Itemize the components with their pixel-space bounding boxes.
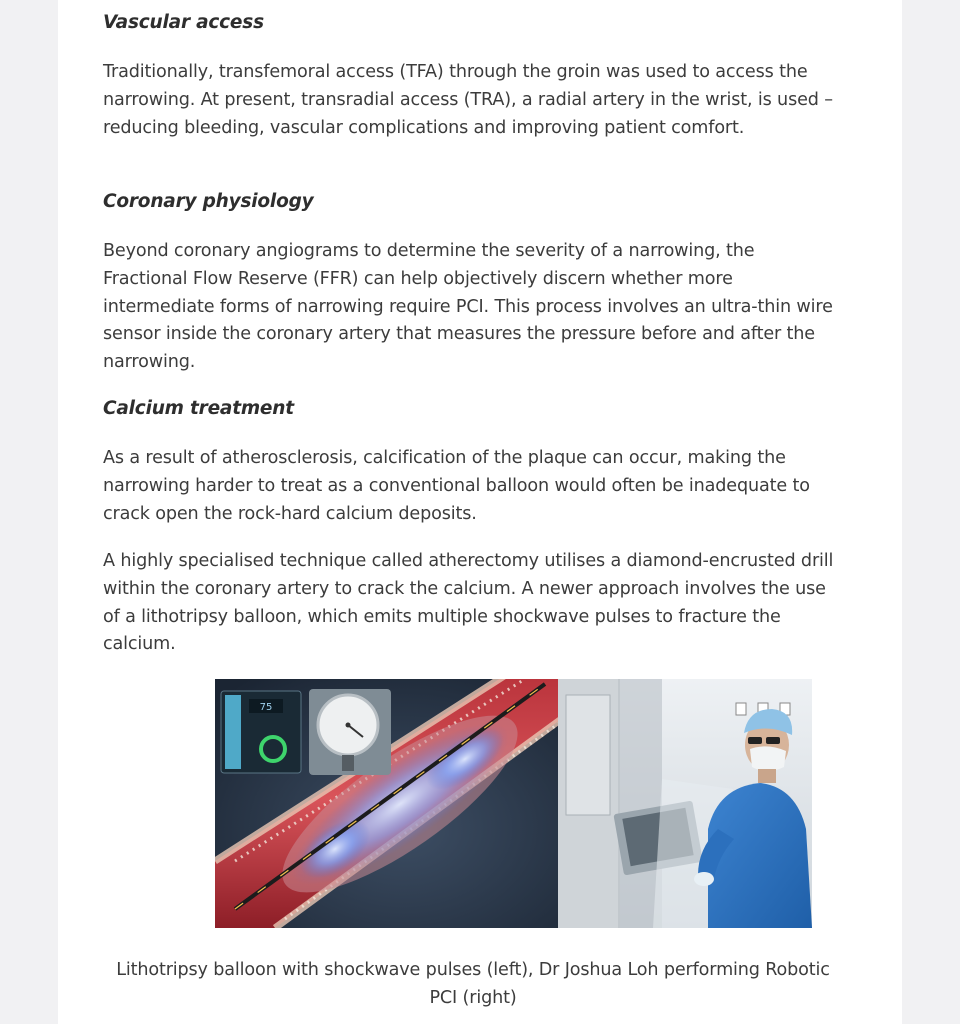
article-card bbox=[58, 0, 902, 1024]
paragraph-vascular-access: Traditionally, transfemoral access (TFA) through the groin was used to access the narrowing. At present, transradial access (TRA), a radial artery in the wrist, is used – reducing bleeding, vascular complications and improving patient comfort. bbox=[103, 62, 833, 138]
heading-vascular-access: Vascular access bbox=[103, 12, 264, 33]
paragraph-atherectomy: A highly specialised technique called atherectomy utilises a diamond-encrusted drill within the coronary artery to crack the calcium. A newer approach involves the use of a lithotripsy balloon, which emits multiple shockwave pulses to fracture the calcium. bbox=[103, 551, 834, 655]
lithotripsy-balloon-image bbox=[215, 679, 558, 928]
heading-coronary-physiology: Coronary physiology bbox=[103, 191, 314, 212]
heading-calcium-treatment: Calcium treatment bbox=[103, 398, 294, 419]
paragraph-coronary-physiology: Beyond coronary angiograms to determine the severity of a narrowing, the Fractional Flow Reserve (FFR) can help objectively discern whether more intermediate forms of narrowing require PCI. This process involves an ultra-thin wire sensor inside the coronary artery that measures the pressure before and after the narrowing. bbox=[103, 241, 833, 373]
article-figure bbox=[215, 679, 812, 928]
device-readout: 75 bbox=[259, 702, 273, 713]
figure-caption: Lithotripsy balloon with shockwave pulses (left), Dr Joshua Loh performing Robotic PCI (right) bbox=[116, 960, 830, 1008]
paragraph-calcium-treatment: As a result of atherosclerosis, calcification of the plaque can occur, making the narrowing harder to treat as a conventional balloon would often be inadequate to crack open the rock-hard calcium deposits. bbox=[103, 448, 810, 524]
robotic-pci-photo bbox=[558, 679, 812, 928]
